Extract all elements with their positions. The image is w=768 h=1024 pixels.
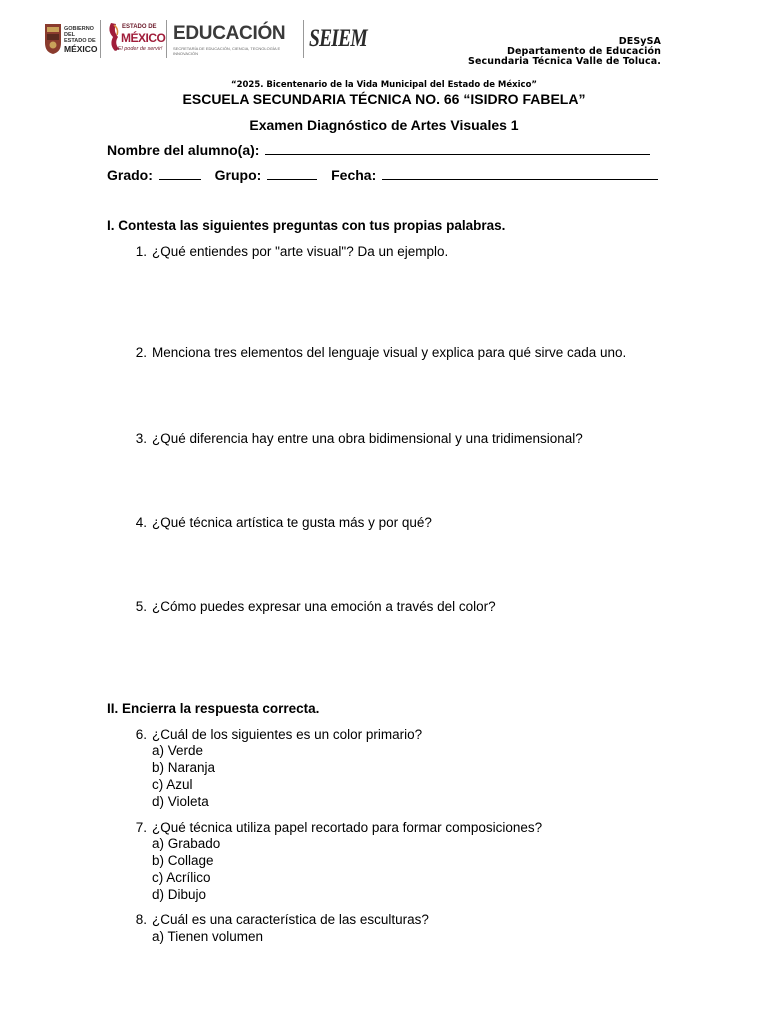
question-number: 6. bbox=[135, 727, 147, 742]
group-field[interactable] bbox=[267, 167, 317, 180]
answer-option[interactable]: d) Dibujo bbox=[152, 887, 207, 902]
answer-option[interactable]: b) Naranja bbox=[152, 760, 216, 775]
answer-option[interactable]: a) Verde bbox=[152, 743, 204, 758]
grade-field[interactable] bbox=[159, 167, 201, 180]
question-text: ¿Qué entiendes por "arte visual"? Da un ejemplo. bbox=[152, 244, 449, 259]
answer-option[interactable]: a) Grabado bbox=[152, 836, 221, 851]
date-field[interactable] bbox=[382, 167, 658, 180]
grade-label: Grado: bbox=[107, 167, 153, 183]
section-2-title: II. Encierra la respuesta correcta. bbox=[107, 701, 320, 716]
educacion-logo-title: EDUCACIÓN bbox=[173, 23, 286, 44]
department-header bbox=[468, 37, 661, 67]
question-text: ¿Qué técnica utiliza papel recortado para formar composiciones? bbox=[152, 820, 543, 835]
logo-divider bbox=[303, 20, 304, 58]
answer-option[interactable]: c) Azul bbox=[152, 777, 193, 792]
logo-divider bbox=[166, 20, 167, 58]
grade-group-date-row bbox=[107, 167, 658, 183]
group-label: Grupo: bbox=[214, 167, 262, 183]
gob-label-small: GOBIERNO DEL bbox=[64, 26, 94, 38]
dept-line: Secundaria Técnica Valle de Toluca. bbox=[468, 56, 661, 67]
edomex-top-text: ESTADO DE bbox=[122, 24, 157, 30]
educacion-logo-subtitle: SECRETARÍA DE EDUCACIÓN, CIENCIA, TECNOLOGÍA E INNOVACIÓN bbox=[173, 46, 281, 56]
question-text: ¿Cómo puedes expresar una emoción a través del color? bbox=[152, 599, 496, 614]
school-name: ESCUELA SECUNDARIA TÉCNICA NO. 66 “ISIDRO FABELA” bbox=[182, 91, 586, 107]
answer-option[interactable]: c) Acrílico bbox=[152, 870, 211, 885]
gob-label-big: MÉXICO bbox=[64, 44, 98, 54]
answer-option[interactable]: b) Collage bbox=[152, 853, 214, 868]
answer-option[interactable]: d) Violeta bbox=[152, 794, 209, 809]
logo-divider bbox=[100, 20, 101, 58]
question-number: 7. bbox=[135, 820, 147, 835]
question-text: ¿Qué técnica artística te gusta más y por qué? bbox=[152, 515, 432, 530]
question-number: 4. bbox=[135, 515, 147, 530]
answer-option[interactable]: a) Tienen volumen bbox=[152, 929, 264, 944]
question-text: ¿Cuál es una característica de las esculturas? bbox=[152, 912, 429, 927]
exam-title: Examen Diagnóstico de Artes Visuales 1 bbox=[249, 117, 519, 133]
question-text: ¿Cuál de los siguientes es un color primario? bbox=[152, 727, 423, 742]
dept-line: DESySA bbox=[618, 36, 661, 47]
edomex-slogan: ¡El poder de servir! bbox=[116, 46, 163, 52]
question-number: 2. bbox=[135, 345, 147, 360]
edomex-name: MÉXICO bbox=[121, 31, 166, 45]
question-text: ¿Qué diferencia hay entre una obra bidimensional y una tridimensional? bbox=[152, 431, 583, 446]
student-name-row bbox=[107, 142, 650, 158]
gob-label-mid: ESTADO DE bbox=[64, 38, 96, 44]
student-name-label: Nombre del alumno(a): bbox=[107, 142, 260, 158]
question-number: 5. bbox=[135, 599, 147, 614]
motto: “2025. Bicentenario de la Vida Municipal del Estado de México” bbox=[230, 80, 538, 90]
question-number: 8. bbox=[135, 912, 147, 927]
student-name-field[interactable] bbox=[265, 142, 650, 155]
seiem-logo: SEIEM bbox=[309, 25, 367, 52]
question-text: Menciona tres elementos del lenguaje visual y explica para qué sirve cada uno. bbox=[152, 345, 627, 360]
date-label: Fecha: bbox=[331, 167, 377, 183]
gobierno-logo-text bbox=[64, 26, 98, 54]
dept-line: Departamento de Educación bbox=[507, 46, 661, 57]
gobierno-shield-logo bbox=[44, 21, 62, 55]
question-number: 1. bbox=[135, 244, 147, 259]
question-number: 3. bbox=[135, 431, 147, 446]
section-1-title: I. Contesta las siguientes preguntas con tus propias palabras. bbox=[107, 218, 506, 233]
